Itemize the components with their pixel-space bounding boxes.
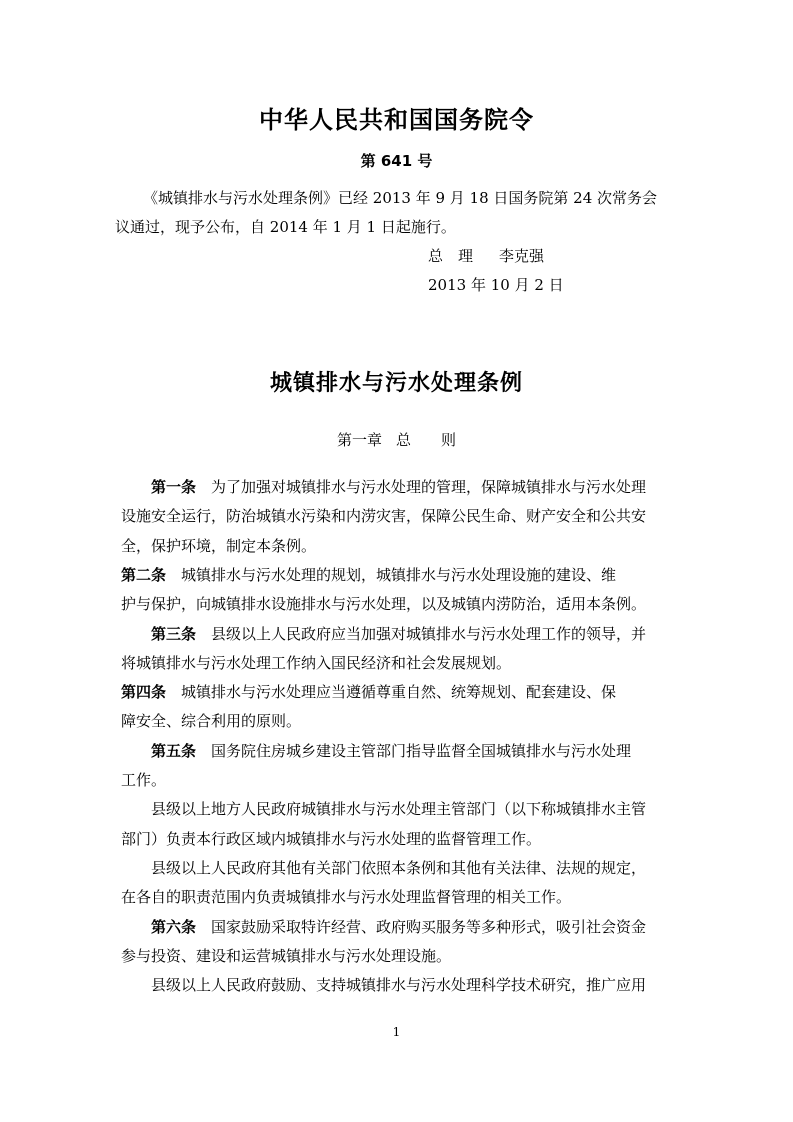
decree-signature	[428, 246, 544, 266]
article-text: 将城镇排水与污水处理工作纳入国民经济和社会发展规划。	[121, 654, 512, 672]
article-text: 国务院住房城乡建设主管部门指导监督全国城镇排水与污水处理	[211, 742, 632, 760]
signature-role: 总 理	[428, 247, 474, 265]
article-line	[121, 506, 646, 526]
page-number: 1	[392, 1025, 401, 1039]
article-text: 县级以上人民政府其他有关部门依照本条例和其他有关法律、法规的规定，	[151, 859, 647, 877]
article-line	[121, 829, 541, 849]
article-text: 城镇排水与污水处理的规划，城镇排水与污水处理设施的建设、维	[181, 566, 617, 584]
article-label: 第三条	[151, 625, 197, 643]
article-text: 护与保护，向城镇排水设施排水与污水处理，以及城镇内涝防治，适用本条例。	[121, 595, 647, 613]
article-text: 县级以上人民政府鼓励、支持城镇排水与污水处理科学技术研究，推广应用	[151, 976, 647, 994]
chapter-heading	[0, 429, 793, 450]
article-line	[121, 594, 646, 614]
article-label: 第六条	[151, 918, 197, 936]
article-label: 第二条	[121, 566, 167, 584]
article-first-line	[121, 682, 616, 702]
chapter-title: 总 则	[396, 431, 457, 449]
article-label: 第五条	[151, 742, 197, 760]
article-text: 县级以上人民政府应当加强对城镇排水与污水处理工作的领导，并	[211, 625, 647, 643]
article-first-line	[151, 741, 631, 761]
chapter-number: 第一章	[336, 431, 382, 449]
decree-body-line-1: 《城镇排水与污水处理条例》已经 2013 年 9 月 18 日国务院第 24 次常务会	[143, 189, 658, 207]
article-line	[121, 653, 511, 673]
article-text: 设施安全运行，防治城镇水污染和内涝灾害，保障公民生命、财产安全和公共安	[121, 507, 647, 525]
article-text: 国家鼓励采取特许经营、政府购买服务等多种形式，吸引社会资金	[211, 918, 647, 936]
article-label: 第四条	[121, 683, 167, 701]
article-text: 县级以上地方人民政府城镇排水与污水处理主管部门（以下称城镇排水主管	[151, 800, 647, 818]
article-first-line	[121, 565, 616, 585]
article-text: 城镇排水与污水处理应当遵循尊重自然、统筹规划、配套建设、保	[181, 683, 617, 701]
article-text: 全，保护环境，制定本条例。	[121, 537, 317, 555]
decree-number: 第 641 号	[360, 152, 433, 170]
regulation-title: 城镇排水与污水处理条例	[269, 371, 523, 396]
article-line	[151, 858, 646, 878]
article-line	[121, 887, 571, 907]
article-text: 障安全、综合利用的原则。	[121, 712, 302, 730]
article-text: 为了加强对城镇排水与污水处理的管理，保障城镇排水与污水处理	[211, 478, 647, 496]
article-line	[121, 536, 316, 556]
article-line	[151, 975, 646, 995]
decree-date: 2013 年 10 月 2 日	[428, 276, 564, 294]
signature-name: 李克强	[499, 247, 545, 265]
article-text: 在各自的职责范围内负责城镇排水与污水处理监督管理的相关工作。	[121, 888, 572, 906]
article-first-line	[151, 917, 646, 937]
article-first-line	[151, 624, 646, 644]
article-line	[151, 799, 646, 819]
article-line	[121, 770, 166, 790]
article-text: 参与投资、建设和运营城镇排水与污水处理设施。	[121, 947, 452, 965]
article-line	[121, 711, 301, 731]
decree-title: 中华人民共和国国务院令	[259, 106, 534, 134]
article-line	[121, 946, 451, 966]
article-text: 工作。	[121, 771, 167, 789]
article-label: 第一条	[151, 478, 197, 496]
decree-body-line-2: 议通过，现予公布，自 2014 年 1 月 1 日起施行。	[115, 218, 456, 236]
article-first-line	[151, 477, 646, 497]
article-text: 部门）负责本行政区域内城镇排水与污水处理的监督管理工作。	[121, 830, 542, 848]
